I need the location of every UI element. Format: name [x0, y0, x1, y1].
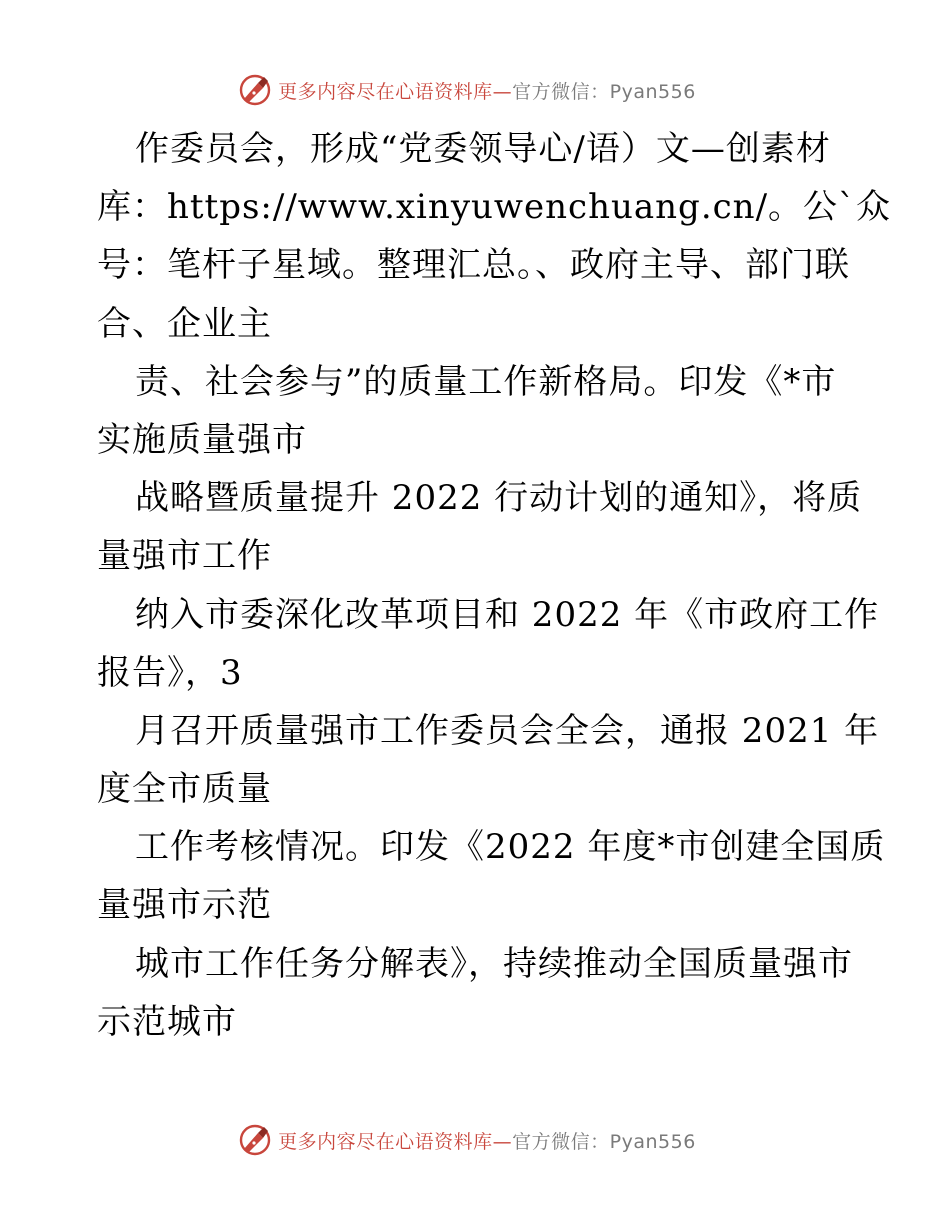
footer-banner-site-name: 更多内容尽在心语资料库 — [278, 1130, 493, 1153]
footer-banner-dash: — — [492, 1130, 513, 1153]
body-line: 实施质量强市 — [97, 419, 307, 460]
body-line: 量强市工作 — [97, 536, 272, 577]
body-line: 作委员会，形成“党委领导心/语）文—创素材 — [135, 129, 831, 169]
body-line: 合、企业主 — [97, 303, 272, 344]
body-line: 月召开质量强市工作委员会全会，通报 2021 年 — [135, 710, 880, 751]
footer-banner-inner — [238, 1123, 696, 1157]
pen-nib-logo-icon — [238, 1123, 272, 1157]
footer-banner-wechat: 官方微信：Pyan556 — [512, 1130, 696, 1153]
body-line: 量强市示范 — [97, 885, 272, 926]
body-line: 度全市质量 — [97, 769, 272, 810]
body-line: 号：笔杆子星域。整理汇总。、政府主导、部门联 — [97, 245, 850, 286]
document-body — [97, 120, 892, 1051]
body-line: 纳入市委深化改革项目和 2022 年《市政府工作 — [135, 594, 880, 635]
header-banner-site-name: 更多内容尽在心语资料库 — [278, 80, 493, 103]
footer-banner-text — [278, 1127, 696, 1154]
body-line: 责、社会参与”的质量工作新格局。印发《*市 — [135, 361, 837, 402]
header-banner-dash: — — [492, 80, 513, 103]
header-banner-text — [278, 77, 696, 104]
footer-banner — [0, 1120, 950, 1160]
header-banner — [0, 70, 950, 110]
header-banner-wechat: 官方微信：Pyan556 — [512, 80, 696, 103]
body-line: 库：https://www.xinyuwenchuang.cn/。公`众 — [97, 187, 892, 228]
body-line: 工作考核情况。印发《2022 年度*市创建全国质 — [135, 827, 886, 868]
body-line: 报告》，3 — [97, 652, 243, 693]
header-banner-inner — [238, 73, 696, 107]
body-line: 示范城市 — [97, 1001, 237, 1042]
body-line: 战略暨质量提升 2022 行动计划的通知》，将质 — [135, 478, 863, 519]
pen-nib-logo-icon — [238, 73, 272, 107]
body-line: 城市工作任务分解表》，持续推动全国质量强市 — [135, 943, 853, 984]
